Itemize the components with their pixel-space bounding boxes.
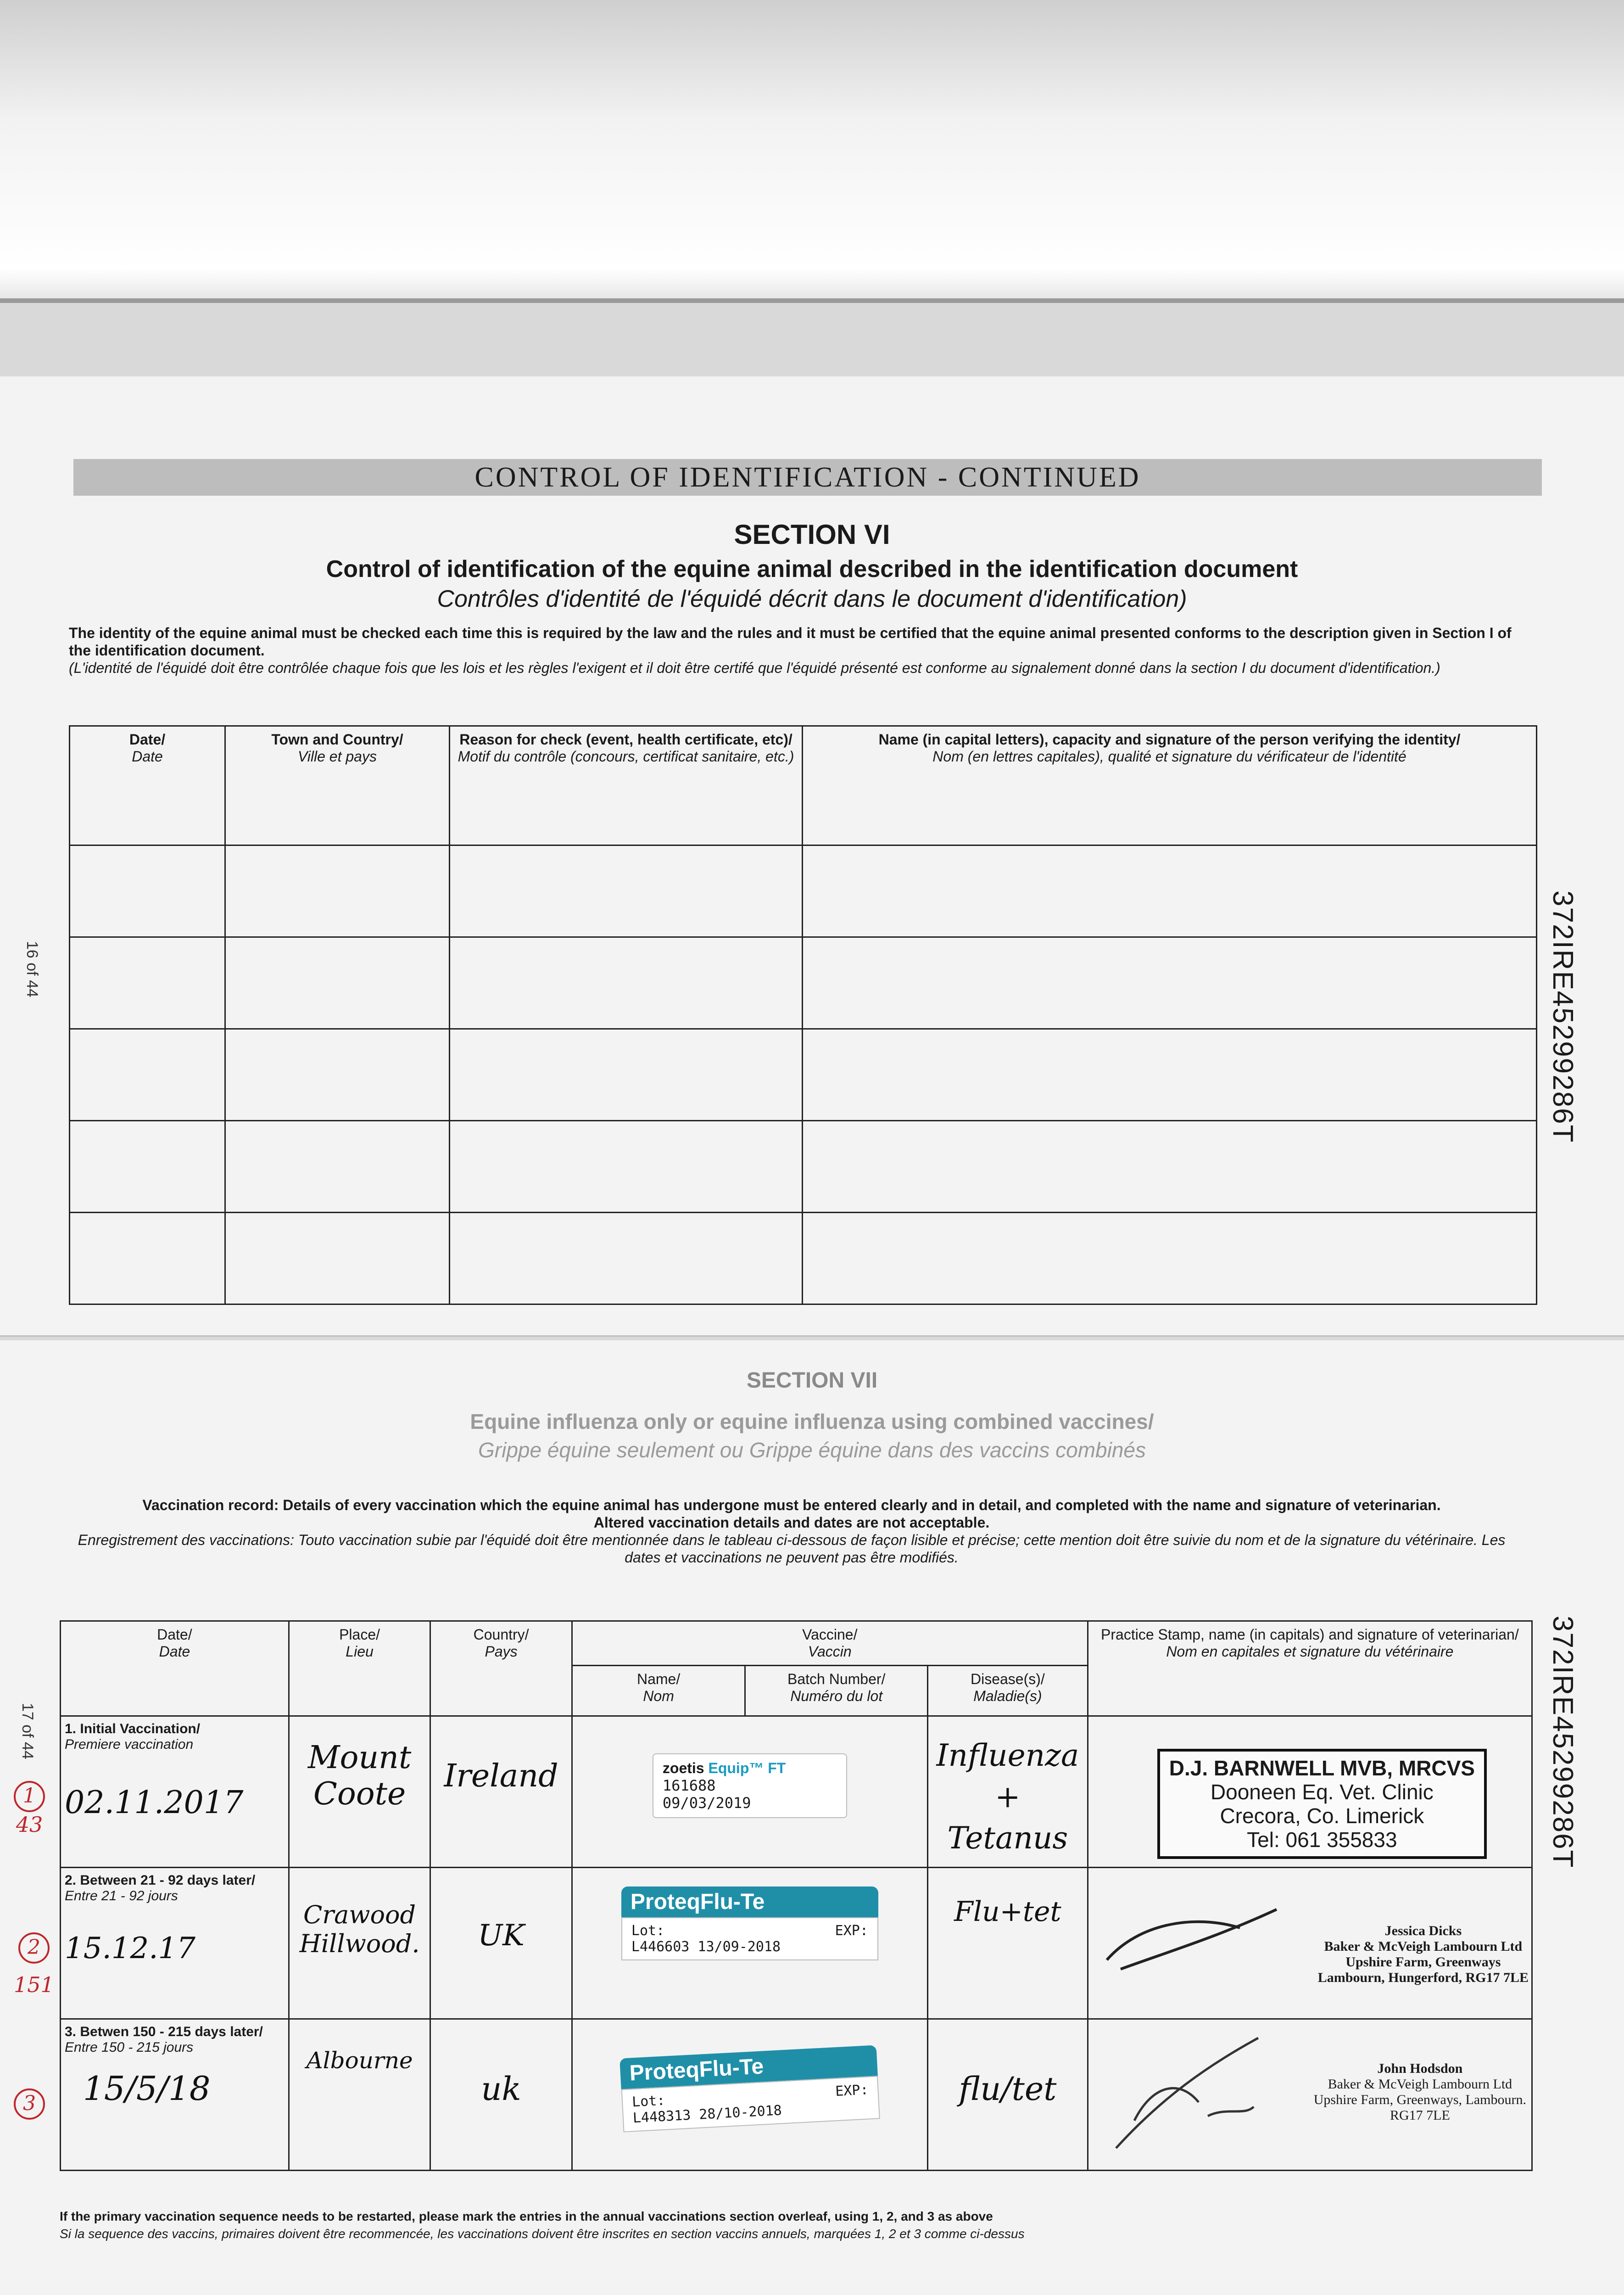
footer-fr: Si la sequence des vaccins, primaires doivent être recommencée, les vaccinations doivent être inscrites en section vaccins annuels, marquées 1, 2 et 3 comme ci-dessus [60,2227,1025,2241]
footer-note [60,2208,1505,2243]
vet-address-stamp [1309,2061,1531,2123]
cell-country [430,2019,572,2171]
table-row [61,2019,1532,2171]
stamp-line: Baker & McVeigh Lambourn Ltd [1328,2077,1512,2092]
handwritten-date: 15/5/18 [83,2069,211,2108]
row-label-fr: Entre 21 - 92 jours [65,1888,178,1903]
margin-annotation-2 [14,1932,54,1997]
col-place-fr: Lieu [346,1643,374,1660]
table-header-row [70,726,1537,845]
col-date-fr: Date [159,1643,190,1660]
table-row [70,845,1537,937]
vet-signature [1107,2029,1300,2157]
exp-label: EXP: [835,2082,869,2100]
col-country-en: Country/ [473,1626,529,1643]
table-row [70,1121,1537,1213]
row-label-en: 2. Between 21 - 92 days later/ [65,1873,256,1888]
handwritten-place: Albourne [306,2047,413,2074]
col-vaccine [572,1621,1088,1666]
heading-fr: Grippe équine seulement ou Grippe équine dans des vaccins combinés [478,1438,1146,1462]
cell-stamp [1088,1868,1532,2019]
footer-en: If the primary vaccination sequence needs to be restarted, please mark the entries in the annual vaccinations section overleaf, using 1, 2, and 3 as above [60,2209,993,2223]
vaccine-brand: zoetis [662,1760,704,1776]
col-name-en: Name/ [636,1671,681,1687]
vet-signature [1102,1896,1286,1987]
col-stamp-en: Practice Stamp, name (in capitals) and signature of veterinarian/ [1101,1626,1519,1643]
instruction-fr: Enregistrement des vaccinations: Touto vaccination subie par l'équidé doit être mentionnée dans le tableau ci-dessous de façon lisible et précise; cette mention doit être suivie du nom et de la signature du vétérinaire. Les dates et vaccinations ne peuvent pas être modifiés. [78,1532,1506,1566]
handwritten-disease: flu/tet [959,2070,1057,2108]
col-reason-fr: Motif du contrôle (concours, certificat sanitaire, etc.) [458,748,794,765]
handwritten-date: 02.11.2017 [65,1785,244,1821]
stamp-line: Upshire Farm, Greenways, Lambourn. RG17 7LE [1313,2092,1526,2123]
col-date-fr: Date [132,748,163,765]
col-date-en: Date/ [129,731,166,748]
instruction-fr: (L'identité de l'équidé doit être contrôlée chaque fois que les lois et les règles l'exigent et il doit être certifé que l'équidé présenté est conforme au signalement donné dans la section I du document d'identification.) [69,660,1440,676]
handwritten-disease: Flu+tet [954,1896,1061,1928]
vaccine-name: ProteqFlu-Te [619,2045,878,2089]
handwritten-country: uk [481,2070,521,2108]
cell-place [289,1868,430,2019]
col-stamp [1088,1621,1532,1716]
table-row [70,937,1537,1029]
vaccine-lot: L448313 [632,2107,692,2127]
col-date [61,1621,289,1716]
heading-en: Equine influenza only or equine influenza using combined vaccines/ [470,1410,1154,1433]
stamp-line: D.J. BARNWELL MVB, MRCVS [1169,1756,1475,1780]
cell-place [289,1716,430,1868]
cell-country [430,1868,572,2019]
col-stamp-fr: Nom en capitales et signature du vétérinaire [1166,1643,1454,1660]
handwritten-place: Crawood Hillwood. [299,1900,420,1958]
row-label-fr: Entre 150 - 215 jours [65,2040,194,2055]
col-batch-fr: Numéro du lot [790,1688,883,1704]
col-verifier [803,726,1537,845]
cell-disease [928,1868,1088,2019]
handwritten-country: UK [478,1919,525,1953]
cell-date [61,1716,289,1868]
table-row [61,1716,1532,1868]
cell-country [430,1716,572,1868]
page-number: 16 of 44 [23,941,41,997]
cell-vaccine-label [572,1716,927,1868]
stamp-line: John Hodsdon [1377,2061,1463,2076]
vaccine-lot: L446603 [631,1939,690,1955]
table-row [61,1868,1532,2019]
col-place-en: Place/ [339,1626,380,1643]
col-batch-en: Batch Number/ [787,1671,886,1687]
identity-check-table [69,725,1537,1305]
col-date [70,726,225,845]
row-label-en: 3. Betwen 150 - 215 days later/ [65,2024,263,2039]
instruction-en: The identity of the equine animal must be checked each time this is required by the law and the rules and it must be certified that the equine animal presented conforms to the description given in Section I of the identification document. [69,625,1512,659]
col-name-fr: Nom [643,1688,674,1704]
vet-address-stamp [1318,1923,1529,1986]
cell-vaccine-label [572,2019,927,2171]
col-date-en: Date/ [157,1626,192,1643]
col-verifier-fr: Nom (en lettres capitales), qualité et signature du vérificateur de l'identité [932,748,1406,765]
col-name [572,1666,745,1716]
col-country-fr: Pays [485,1643,518,1660]
passport-number: 372IRE45299286T [1547,1616,1579,1869]
instruction-en: Vaccination record: Details of every vaccination which the equine animal has undergone must be entered clearly and in detail, and completed with the name and signature of veterinarian. [142,1497,1441,1513]
vaccination-table [60,1620,1533,2171]
vaccine-sticker [653,1753,847,1818]
margin-annotation-1 [14,1781,45,1837]
margin-note: 151 [14,1972,54,1997]
stamp-line: Jessica Dicks [1384,1923,1462,1938]
vaccine-exp: 09/03/2019 [662,1794,751,1812]
vaccine-lot: 161688 [662,1777,716,1794]
margin-circle: 2 [18,1932,50,1964]
col-batch [745,1666,928,1716]
margin-annotation-3 [14,2088,45,2120]
col-reason [450,726,803,845]
cell-stamp [1088,2019,1532,2171]
section-title: SECTION VII [746,1368,878,1393]
handwritten-date: 15.12.17 [65,1931,195,1965]
handwritten-place: Mount Coote [307,1740,412,1812]
heading-fr: Contrôles d'identité de l'équidé décrit dans le document d'identification) [437,586,1187,612]
cell-disease [928,1716,1088,1868]
vet-stamp [1157,1749,1487,1859]
vaccine-name: Equip™ FT [708,1760,786,1776]
lower-page [0,1340,1624,2295]
margin-circle: 1 [14,1781,45,1812]
vaccine-name: ProteqFlu-Te [621,1886,878,1917]
vaccine-exp: 13/09-2018 [698,1939,781,1955]
instructions [69,624,1514,677]
col-vaccine-fr: Vaccin [808,1643,852,1660]
stamp-line: Lambourn, Hungerford, RG17 7LE [1317,1970,1529,1985]
band-title: CONTROL OF IDENTIFICATION - CONTINUED [73,459,1542,496]
col-verifier-en: Name (in capital letters), capacity and signature of the person verifying the identity/ [878,731,1461,748]
vaccine-exp: 28/10-2018 [698,2102,782,2123]
vaccine-sticker [621,1886,878,1960]
instruction-en2: Altered vaccination details and dates are not acceptable. [593,1514,990,1531]
heading-en: Control of identification of the equine animal described in the identification document [326,556,1298,582]
cell-vaccine-label [572,1868,927,2019]
margin-note: 43 [16,1812,43,1837]
lot-label: Lot: [631,1923,665,1939]
cell-date [61,2019,289,2171]
handwritten-country: Ireland [444,1758,558,1794]
vaccine-lot-exp [621,1917,878,1960]
col-disease-en: Disease(s)/ [970,1671,1045,1687]
margin-circle: 3 [14,2088,45,2120]
lot-label: Lot: [631,2092,666,2110]
stamp-line: Baker & McVeigh Lambourn Ltd [1324,1939,1523,1954]
vaccine-sticker [619,2045,880,2132]
cell-stamp [1088,1716,1532,1868]
col-place [289,1621,430,1716]
stamp-line: Tel: 061 355833 [1247,1828,1397,1852]
col-town [225,726,450,845]
section-title: SECTION VI [734,519,890,550]
instructions [69,1496,1514,1566]
stamp-line: Upshire Farm, Greenways [1345,1954,1501,1970]
cell-date [61,1868,289,2019]
page-number: 17 of 44 [19,1703,36,1759]
col-country [430,1621,572,1716]
table-row [70,1029,1537,1121]
col-vaccine-en: Vaccine/ [802,1626,858,1643]
col-disease [928,1666,1088,1716]
col-town-en: Town and Country/ [271,731,403,748]
row-label-fr: Premiere vaccination [65,1737,194,1752]
passport-number: 372IRE45299286T [1547,890,1579,1143]
stamp-line: Crecora, Co. Limerick [1220,1804,1424,1828]
scanner-background [0,0,1624,298]
exp-label: EXP: [835,1923,868,1939]
table-header-row [61,1621,1532,1666]
cell-place [289,2019,430,2171]
table-row [70,1213,1537,1304]
col-reason-en: Reason for check (event, health certificate, etc)/ [459,731,792,748]
row-label-en: 1. Initial Vaccination/ [65,1721,201,1736]
page-edge [0,298,1624,303]
col-disease-fr: Maladie(s) [973,1688,1042,1704]
upper-page [0,376,1624,1336]
handwritten-disease: Influenza + Tetanus [936,1738,1079,1856]
cell-disease [928,2019,1088,2171]
col-town-fr: Ville et pays [298,748,377,765]
stamp-line: Dooneen Eq. Vet. Clinic [1210,1780,1434,1804]
